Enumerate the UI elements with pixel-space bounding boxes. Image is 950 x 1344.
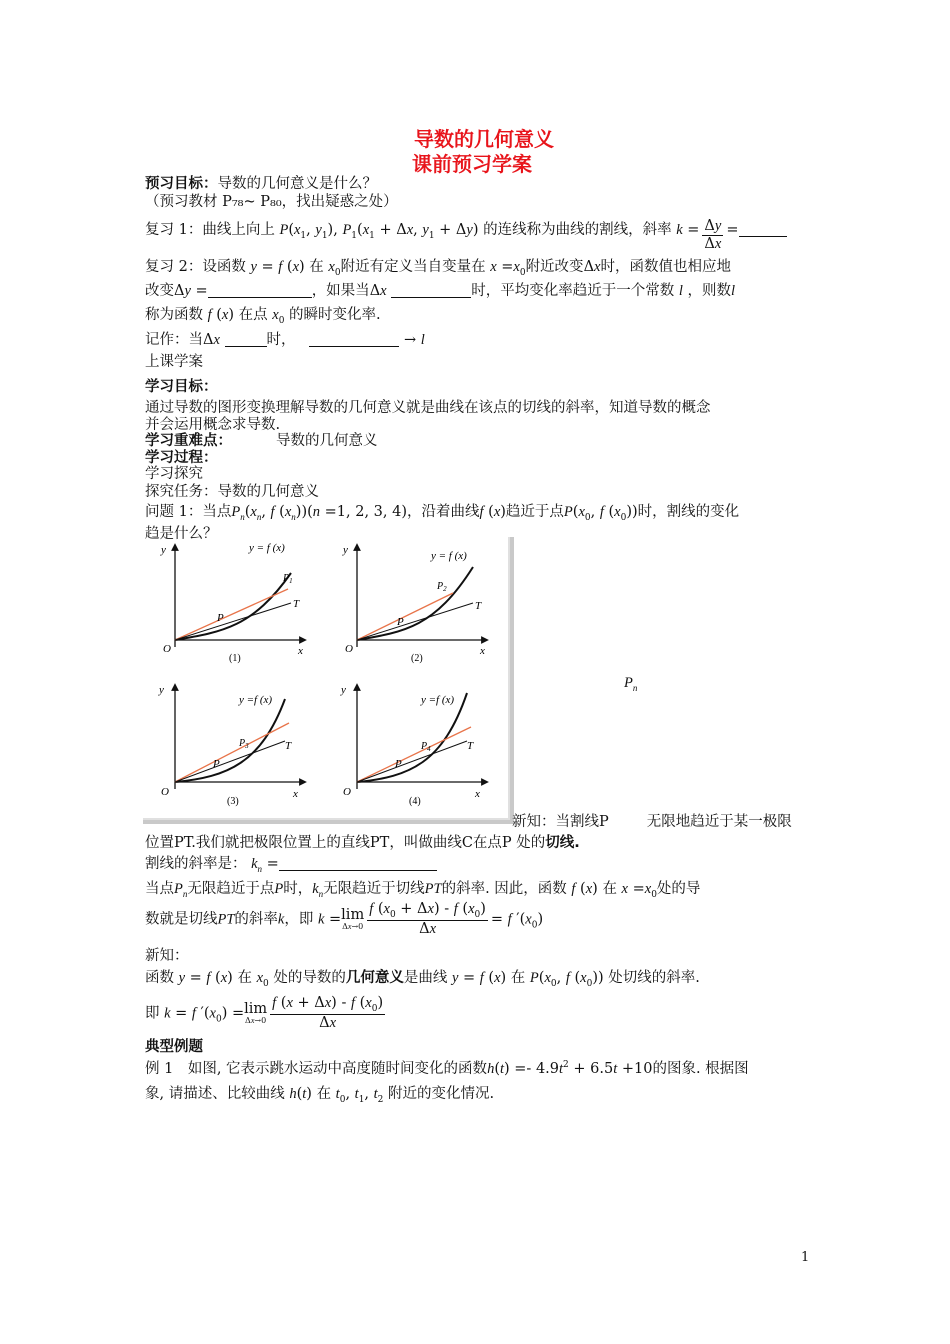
task: 探究任务：导数的几何意义 — [145, 484, 319, 500]
q1-text: ，沿着曲线 — [407, 504, 480, 520]
para-text: 无限趋近于切线 — [323, 881, 425, 897]
review2-text: 时，平均变化率趋近于一个常数 — [471, 283, 675, 299]
review2-text: 附近改变 — [525, 259, 584, 275]
svg-text:y =f (x): y =f (x) — [421, 694, 455, 706]
page-number: 1 — [801, 1250, 810, 1265]
svg-text:y =f (x): y =f (x) — [239, 694, 273, 706]
svg-text:P2: $P_2$ — [437, 581, 447, 593]
meaning-text: 处切线的斜率. — [608, 970, 700, 986]
secant-slope-label: 割线的斜率是： — [145, 856, 247, 872]
paragraph-2: 数就是切线PT的斜率k，即 k =lim Δx→0 $\frac{f (x_0 + \Delta x) - f (x_0)}{\Delta x}$ = f $'(x_0)$ — [145, 901, 544, 937]
secant-slope: 割线的斜率是： $k_n$ = — [145, 852, 437, 875]
panel-label-2: (2) — [411, 653, 423, 664]
meaning-text: 函数 — [145, 970, 174, 986]
derivative-formula: 即 k = f $'(x_0) =\lim$ Δx→0 $\frac{f (x + \Delta x) - f (x_0)}{\Delta x}$ — [145, 995, 384, 1031]
preview-goal-label: 预习目标： — [145, 176, 218, 192]
svg-text:x: x — [475, 788, 480, 800]
svg-text:x: x — [480, 645, 485, 657]
example-1: 例 1 如图, 它表示跳水运动中高度随时间变化的函数$h(t) =- 4.9t^2 + 6.5t +10$的图象. 根据图 — [145, 1060, 749, 1077]
panel-label-3: (3) — [227, 796, 239, 807]
example-text: 附近的变化情况. — [388, 1086, 495, 1102]
svg-text:y = f (x): y = f (x) — [431, 550, 467, 562]
key-text: 导数的几何意义 — [276, 433, 378, 449]
review-2-line2: 改变Δy = ，如果当Δx 时，平均变化率趋近于一个常数 l ，则数l — [145, 283, 735, 299]
key-label: 学习重难点： — [145, 433, 232, 449]
svg-text:y: y — [159, 684, 164, 696]
svg-text:P4: $P_4$ — [421, 741, 431, 753]
para-text: 数就是切线 — [145, 911, 218, 928]
svg-text:y: y — [341, 684, 346, 696]
q1-text: 问题 1：当点 — [145, 504, 232, 520]
preview-textbook: （预习教材 P₇₈~ P₈₀，找出疑惑之处） — [145, 194, 398, 210]
class-plan: 上课学案 — [145, 354, 203, 370]
para-text: 无限趋近于点 — [187, 881, 275, 897]
question-1: 问题 1：当点$P_n(x_n$, f $(x_n))(n =1$, 2, 3, 4)，沿着曲线f (x)趋近于点$P(x_0$, f $(x_0)$)时，割线的变化 — [145, 504, 740, 523]
svg-text:T: T — [285, 740, 292, 752]
example-text: 象, 请描述、比较曲线 — [145, 1086, 285, 1102]
new-know-1 — [512, 810, 792, 831]
panel-label-1: (1) — [229, 653, 241, 664]
example-1-line2: 象, 请描述、比较曲线 h(t) 在 $t_0$, $t_1$, $t_2$ 附近的变化情况. — [145, 1086, 495, 1105]
panel-2 — [342, 544, 485, 664]
svg-text:y = f (x): y = f (x) — [249, 542, 285, 554]
explore: 学习探究 — [145, 466, 203, 482]
tangent-term: 切线. — [545, 835, 580, 851]
learning-goal-line1: 通过导数的图形变换理解导数的几何意义就是曲线在该点的切线的斜率，知道导数的概念 — [145, 400, 711, 416]
svg-text:T: T — [475, 600, 482, 612]
example-text: 在 — [316, 1086, 332, 1102]
svg-text:P1: $P_1$ — [283, 573, 293, 585]
review2-text: 的瞬时变化率. — [289, 307, 381, 323]
axis-y-label: y — [161, 544, 166, 556]
meaning-text: 是曲线 — [403, 970, 448, 986]
new-know-2 — [145, 831, 580, 852]
svg-text:T: T — [467, 740, 474, 752]
para-text: 处的导 — [656, 881, 701, 897]
review2-text: 改变 — [145, 283, 174, 299]
meaning-text: 处的导数的 — [273, 970, 346, 986]
svg-text:O: O — [163, 643, 171, 655]
review2-text: ，如果当 — [311, 283, 370, 299]
blank-slope[interactable] — [739, 222, 787, 237]
example-text: 例 1 如图, 它表示跳水运动中高度随时间变化的函数 — [145, 1061, 488, 1077]
review2-text: ，则数 — [687, 283, 731, 299]
para-text: 在 — [602, 881, 617, 897]
review2-text: 在 — [309, 259, 324, 275]
para-text: 的斜率. 因此，函数 — [441, 881, 567, 897]
para-text: 的斜率 — [234, 911, 278, 928]
review-2-line1: 复习 2：设函数 y = f (x) 在 $x_0$附近有定义当自变量在 $x =x_0$附近改变Δx时，函数值也相应地 — [145, 259, 731, 278]
secant-figure-svg — [143, 537, 510, 820]
review2-text: 称为函数 — [145, 307, 203, 323]
review2-text: 复习 2：设函数 — [145, 259, 246, 275]
panel-3 — [158, 684, 303, 807]
review-1: 复习 1：曲线上向上 $P(x_1$, $y_1$), $P_1(x_1 + \Delta x$, $y_1 + \Delta y$) 的连线称为曲线的割线，斜率 k = $\frac{\Delta y}{\Delta x}$ = — [145, 218, 787, 253]
blank-dx[interactable] — [391, 283, 471, 298]
notation-text: 记作：当 — [145, 332, 203, 348]
svg-text:P: P — [213, 758, 220, 770]
review2-text: 时，函数值也相应地 — [600, 259, 731, 275]
new-know-text: 无限地趋近于某一极限 — [646, 814, 792, 830]
example-text: 的图象. 根据图 — [652, 1061, 749, 1077]
svg-text:P: P — [397, 616, 404, 628]
svg-text:y: y — [343, 544, 348, 556]
svg-text:P: P — [395, 758, 402, 770]
page-subtitle: 课前预习学案 — [412, 152, 532, 176]
meaning-text: 在 — [237, 970, 252, 986]
notation: 记作：当Δx 时， → l — [145, 332, 425, 348]
blank-dy[interactable] — [208, 283, 312, 298]
preview-goal-text: 导数的几何意义是什么？ — [217, 176, 377, 192]
blank-kn[interactable] — [279, 856, 437, 871]
svg-text:x: x — [293, 788, 298, 800]
svg-text:O: O — [343, 786, 351, 798]
q1-text: 时，割线的变化 — [637, 504, 740, 520]
page-title: 导数的几何意义 — [414, 127, 554, 151]
svg-text:O: O — [345, 643, 353, 655]
paragraph-1: 当点$P_n$无限趋近于点P时，$k_n$无限趋近于切线PT的斜率. 因此，函数 f (x) 在 $x =x_0$处的导 — [145, 881, 701, 900]
question-1-line2: 趋是什么？ — [145, 526, 218, 542]
review1-prefix: 复习 1：曲线上向上 — [145, 222, 275, 238]
review-2-line3: 称为函数 f (x) 在点 $x_0$ 的瞬时变化率. — [145, 307, 381, 326]
learning-goal-label: 学习目标： — [145, 379, 218, 395]
para-text: 当点 — [145, 881, 174, 897]
panel-label-4: (4) — [409, 796, 421, 807]
para-text: ，即 — [284, 911, 314, 928]
secant-figure — [143, 537, 514, 824]
notation-text: 时， — [266, 332, 296, 348]
learning-goal-line2: 并会运用概念求导数. — [145, 417, 281, 433]
pn-label: $P_n$ — [624, 675, 638, 693]
svg-text:O: O — [161, 786, 169, 798]
svg-text:P3: $P_3$ — [239, 738, 249, 750]
meaning-bold: 几何意义 — [345, 970, 404, 986]
new-know-text: 新知：当割线P — [512, 814, 609, 830]
svg-text:T: T — [293, 598, 300, 610]
review1-suffix: = — [726, 222, 739, 238]
review2-text: 附近有定义当自变量在 — [340, 259, 486, 275]
review2-text: 在点 — [238, 307, 268, 323]
meaning-text: 在 — [510, 970, 526, 986]
svg-text:P: P — [217, 612, 224, 624]
process-label: 学习过程： — [145, 450, 218, 466]
blank-notation-1[interactable] — [225, 332, 267, 347]
review1-middle: 的连线称为曲线的割线，斜率 — [483, 222, 672, 238]
blank-notation-2[interactable] — [309, 332, 399, 347]
q1-text: 趋近于点 — [505, 504, 564, 520]
svg-text:x: x — [298, 645, 303, 657]
ji-text: 即 — [145, 1005, 160, 1022]
new-know-text: 位置PT.我们就把极限位置上的直线PT，叫做曲线C在点P 处的 — [145, 835, 546, 851]
example-label: 典型例题 — [145, 1039, 203, 1055]
panel-1 — [160, 542, 303, 664]
panel-4 — [340, 684, 485, 807]
para-text: 时， — [283, 881, 313, 897]
geometric-meaning: 函数 y = f (x) 在 $x_0$ 处的导数的几何意义是曲线 y = f (x) 在 $P(x_0$, f $(x_0)$) 处切线的斜率. — [145, 970, 700, 989]
new-know-label: 新知： — [145, 948, 189, 964]
